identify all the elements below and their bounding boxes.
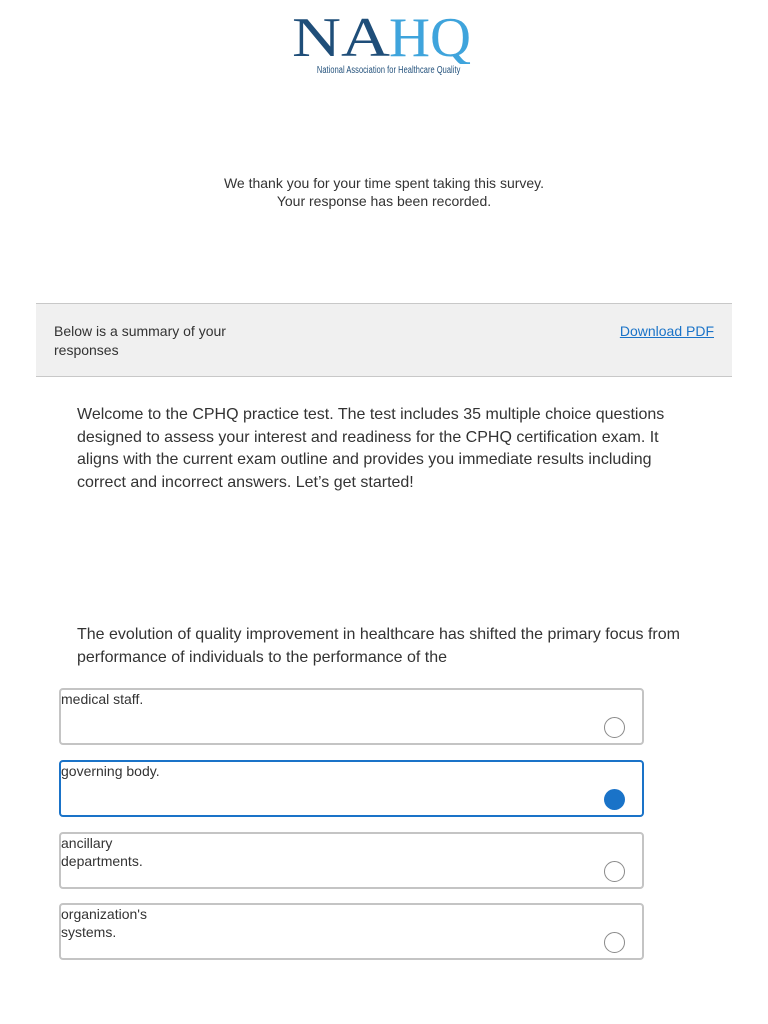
- radio-button-selected[interactable]: [604, 789, 625, 810]
- confirmation-line-1: We thank you for your time spent taking this survey.: [223, 175, 545, 191]
- radio-button-unselected[interactable]: [604, 932, 625, 953]
- logo-subtitle: National Association for Healthcare Quality: [316, 65, 461, 76]
- logo-letters-hq: HQ: [389, 8, 471, 64]
- answer-option-medical-staff[interactable]: [59, 688, 644, 745]
- answer-option-label: ancillary departments.: [61, 835, 143, 869]
- answer-option-label: medical staff.: [61, 691, 144, 707]
- answer-option-organizations-systems[interactable]: [59, 903, 644, 960]
- summary-text: Below is a summary of your responses: [54, 323, 226, 358]
- radio-button-unselected[interactable]: [604, 717, 625, 738]
- nahq-logo-wordmark: [292, 8, 478, 64]
- answer-option-ancillary-departments[interactable]: [59, 832, 644, 889]
- answer-option-governing-body[interactable]: [59, 760, 644, 817]
- logo-letters-na: NA: [292, 8, 391, 64]
- answer-option-label: organization's systems.: [61, 906, 147, 940]
- nahq-logo: [292, 8, 478, 78]
- radio-button-unselected[interactable]: [604, 861, 625, 882]
- answer-option-label: governing body.: [61, 763, 160, 779]
- confirmation-line-2: Your response has been recorded.: [276, 193, 492, 209]
- download-pdf-link[interactable]: Download PDF: [619, 323, 714, 339]
- question-text: The evolution of quality improvement in healthcare has shifted the primary focus from performance of individuals to the performance of the: [77, 626, 680, 666]
- confirmation-message: [0, 174, 768, 210]
- summary-bar: [36, 303, 732, 377]
- intro-text: Welcome to the CPHQ practice test. The test includes 35 multiple choice questions designed to assess your interest and readiness for the CPHQ certification exam. It aligns with the current exam outline and provides you immediate results including correct and incorrect answers. Let’s get started!: [77, 406, 665, 491]
